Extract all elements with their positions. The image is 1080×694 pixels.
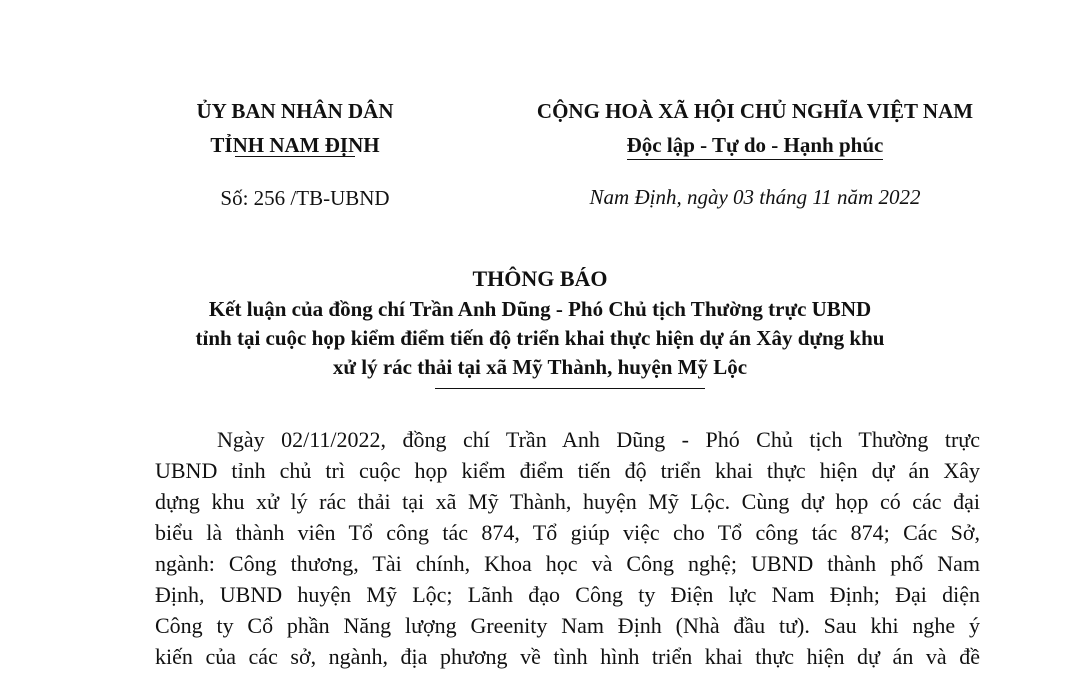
title-underline <box>435 388 705 389</box>
body-line: biểu là thành viên Tổ công tác 874, Tổ giúp việc cho Tổ công tác 874; Các Sở, <box>155 520 980 545</box>
body-line: UBND tỉnh chủ trì cuộc họp kiểm điểm tiến độ triển khai thực hiện dự án Xây <box>155 458 980 483</box>
agency-line-1: ỦY BAN NHÂN DÂN <box>196 99 394 123</box>
subtitle-line-3: xử lý rác thải tại xã Mỹ Thành, huyện Mỹ Lộc <box>332 355 748 379</box>
agency-underline <box>235 156 355 157</box>
subtitle-line-1: Kết luận của đồng chí Trần Anh Dũng - Phó Chủ tịch Thường trực UBND <box>208 297 872 321</box>
body-line: Công ty Cổ phần Năng lượng Greenity Nam Định (Nhà đầu tư). Sau khi nghe ý <box>155 613 980 638</box>
body-line: kiến của các sở, ngành, địa phương về tình hình triển khai thực hiện dự án và đề <box>155 644 980 669</box>
national-motto: Độc lập - Tự do - Hạnh phúc <box>627 131 884 160</box>
body-paragraph <box>155 424 980 672</box>
body-line: Định, UBND huyện Mỹ Lộc; Lãnh đạo Công ty Điện lực Nam Định; Đại diện <box>155 582 980 607</box>
issuing-agency <box>150 94 440 163</box>
body-line: dựng khu xử lý rác thải tại xã Mỹ Thành, huyện Mỹ Lộc. Cùng dự họp có các đại <box>155 489 980 514</box>
document-title: THÔNG BÁO <box>472 266 608 291</box>
country-name: CỘNG HOÀ XÃ HỘI CHỦ NGHĨA VIỆT NAM <box>536 99 974 123</box>
body-line: Ngày 02/11/2022, đồng chí Trần Anh Dũng - Phó Chủ tịch Thường trực <box>217 427 980 452</box>
place-and-date: Nam Định, ngày 03 tháng 11 năm 2022 <box>589 185 921 209</box>
document-number: Số: 256 /TB-UBND <box>220 186 390 210</box>
subtitle-line-2: tỉnh tại cuộc họp kiểm điểm tiến độ triển khai thực hiện dự án Xây dựng khu <box>195 326 885 350</box>
body-line: ngành: Công thương, Tài chính, Khoa học và Công nghệ; UBND thành phố Nam <box>155 551 980 576</box>
national-heading <box>500 94 1010 162</box>
document-subtitle <box>100 295 980 382</box>
agency-line-2: TỈNH NAM ĐỊNH <box>210 133 380 157</box>
